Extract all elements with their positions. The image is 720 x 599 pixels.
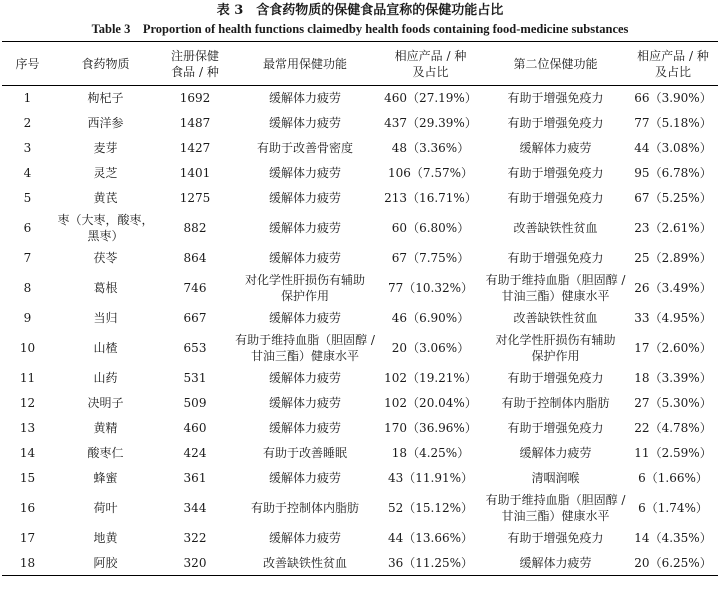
cell-second-function: 有助于维持血脂（胆固醇 / 甘油三酯）健康水平 [485,493,626,523]
cell-second-products: 44（3.08%） [634,141,712,155]
cell-second-function: 有助于增强免疫力 [507,371,604,385]
table-row [2,416,718,441]
cell-registered-count: 1487 [179,116,211,130]
cell-top-products: 460（27.19%） [384,91,477,106]
table-row [2,186,718,211]
cell-top-products: 60（6.80%） [391,221,470,235]
header-registered-count: 注册保健 食品 / 种 [158,42,232,86]
table-row [2,331,718,366]
cell-index: 5 [23,191,32,205]
table-row [2,466,718,491]
cell-top-function: 有助于控制体内脂肪 [250,501,359,515]
cell-top-function: 改善缺铁性贫血 [232,551,378,576]
cell-second-products: 95（6.78%） [634,166,712,180]
health-function-table [2,41,718,576]
cell-registered-count: 531 [183,371,207,385]
cell-substance: 枣（大枣，酸枣， 黑枣） [57,213,154,243]
table-row [2,366,718,391]
cell-second-products: 11（2.59%） [634,446,712,460]
cell-substance: 枸杞子 [87,91,124,106]
cell-top-products: 77（10.32%） [387,281,474,295]
cell-second-products: 6（1.74%） [638,501,708,515]
cell-second-function: 有助于控制体内脂肪 [501,396,610,410]
table-caption-chinese: 表 3 含食药物质的保健食品宣称的保健功能占比 [216,3,504,18]
cell-top-function: 对化学性肝损伤有辅助 保护作用 [244,273,365,303]
cell-top-products: 43（11.91%） [387,471,474,485]
cell-second-function: 有助于增强免疫力 [507,531,604,545]
cell-registered-count: 653 [183,341,207,355]
cell-second-function: 缓解体力疲劳 [519,446,592,460]
cell-second-function: 改善缺铁性贫血 [513,221,598,235]
cell-registered-count: 361 [183,471,207,485]
cell-second-products: 17（2.60%） [634,341,712,355]
table-row [2,86,718,111]
cell-registered-count: 344 [183,501,207,515]
cell-top-function: 缓解体力疲劳 [268,221,341,235]
cell-index: 15 [19,471,36,485]
table-row [2,246,718,271]
cell-substance: 葛根 [93,281,118,295]
cell-second-products: 26（3.49%） [634,281,712,295]
cell-registered-count: 460 [183,421,207,435]
cell-index: 12 [19,396,36,410]
cell-second-products: 18（3.39%） [634,371,712,385]
cell-index: 10 [19,341,36,355]
cell-index: 16 [19,501,36,515]
cell-top-function: 缓解体力疲劳 [268,531,341,545]
cell-substance: 酸枣仁 [87,446,124,460]
cell-top-function: 缓解体力疲劳 [268,91,341,106]
cell-substance: 西洋参 [87,116,124,130]
cell-top-products: 18（4.25%） [391,446,470,460]
cell-top-products: 46（6.90%） [391,311,470,325]
table-row [2,491,718,526]
cell-top-function: 缓解体力疲劳 [268,311,341,325]
cell-index: 18 [2,551,53,576]
cell-second-function: 有助于增强免疫力 [507,166,604,180]
header-index: 序号 [2,42,53,86]
cell-top-function: 有助于改善骨密度 [256,141,353,155]
cell-registered-count: 1692 [179,91,211,106]
cell-second-products: 23（2.61%） [634,221,712,235]
cell-second-products: 33（4.95%） [634,311,712,325]
cell-second-products: 66（3.90%） [634,91,712,106]
table-row [2,136,718,161]
cell-top-products: 20（3.06%） [391,341,470,355]
cell-second-function: 有助于增强免疫力 [507,91,604,106]
cell-top-products: 106（7.57%） [387,166,474,180]
table-row [2,551,718,576]
cell-substance: 茯苓 [93,251,118,265]
header-second-products: 相应产品 / 种 及占比 [628,42,718,86]
cell-top-products: 48（3.36%） [391,141,470,155]
cell-top-products: 52（15.12%） [387,501,474,515]
table-row [2,271,718,306]
cell-index: 2 [23,116,32,130]
cell-second-products: 67（5.25%） [634,191,712,205]
cell-substance: 当归 [93,311,118,325]
cell-second-function: 有助于增强免疫力 [507,116,604,130]
cell-index: 6 [23,221,32,235]
cell-registered-count: 424 [183,446,207,460]
header-substance: 食药物质 [53,42,158,86]
cell-top-products: 67（7.75%） [391,251,470,265]
cell-substance: 麦芽 [93,141,118,155]
cell-substance: 山楂 [93,341,118,355]
cell-registered-count: 882 [183,221,207,235]
cell-substance: 决明子 [87,396,124,410]
cell-registered-count: 322 [183,531,207,545]
cell-second-products: 6（1.66%） [638,471,708,485]
cell-second-function: 清咽润喉 [531,471,580,485]
cell-top-function: 缓解体力疲劳 [268,191,341,205]
cell-index: 3 [23,141,32,155]
cell-index: 1 [23,91,32,106]
cell-substance: 山药 [93,371,118,385]
cell-second-products: 77（5.18%） [634,116,712,130]
cell-top-products: 170（36.96%） [384,421,477,435]
cell-top-products: 213（16.71%） [384,191,477,205]
cell-index: 11 [19,371,36,385]
cell-registered-count: 746 [183,281,207,295]
cell-index: 14 [19,446,36,460]
table-header-row [2,42,718,86]
table-row [2,391,718,416]
cell-substance: 灵芝 [93,166,118,180]
cell-registered-count: 864 [183,251,207,265]
cell-substance: 黄精 [93,421,118,435]
cell-second-products: 27（5.30%） [634,396,712,410]
cell-second-function: 有助于维持血脂（胆固醇 / 甘油三酯）健康水平 [485,273,626,303]
cell-registered-count: 1427 [179,141,211,155]
cell-second-function: 改善缺铁性贫血 [513,311,598,325]
cell-second-products: 22（4.78%） [634,421,712,435]
table-row [2,111,718,136]
table-row [2,161,718,186]
header-top-function: 最常用保健功能 [232,42,378,86]
cell-registered-count: 1401 [179,166,211,180]
table-caption-english: Table 3 Proportion of health functions claimedby health foods containing food-medicine substances [91,22,629,36]
cell-index: 9 [23,311,32,325]
cell-top-function: 有助于改善睡眠 [262,446,347,460]
cell-substance: 荷叶 [93,501,118,515]
cell-second-function: 有助于增强免疫力 [507,251,604,265]
cell-index: 7 [23,251,32,265]
cell-index: 13 [19,421,36,435]
cell-second-products: 14（4.35%） [634,531,712,545]
cell-second-function: 有助于增强免疫力 [507,421,604,435]
cell-top-function: 缓解体力疲劳 [268,116,341,130]
cell-top-products: 36（11.25%） [378,551,483,576]
cell-second-function: 缓解体力疲劳 [483,551,628,576]
cell-top-function: 有助于维持血脂（胆固醇 / 甘油三酯）健康水平 [235,333,375,363]
cell-top-products: 437（29.39%） [384,116,477,130]
cell-substance: 黄芪 [93,191,118,205]
header-second-function: 第二位保健功能 [483,42,628,86]
cell-top-function: 缓解体力疲劳 [268,166,341,180]
cell-index: 17 [19,531,36,545]
cell-second-function: 缓解体力疲劳 [519,141,592,155]
cell-second-function: 有助于增强免疫力 [507,191,604,205]
table-row [2,211,718,246]
cell-registered-count: 667 [183,311,207,325]
cell-index: 8 [23,281,32,295]
cell-top-function: 缓解体力疲劳 [268,251,341,265]
cell-top-function: 缓解体力疲劳 [268,371,341,385]
cell-index: 4 [23,166,32,180]
cell-top-function: 缓解体力疲劳 [268,471,341,485]
cell-top-products: 44（13.66%） [387,531,474,545]
cell-substance: 蜂蜜 [93,471,118,485]
cell-second-products: 20（6.25%） [628,551,718,576]
table-row [2,526,718,551]
cell-top-products: 102（19.21%） [384,371,477,385]
table-row [2,441,718,466]
cell-substance: 阿胶 [53,551,158,576]
cell-registered-count: 1275 [179,191,211,205]
cell-registered-count: 509 [183,396,207,410]
cell-top-products: 102（20.04%） [384,396,477,410]
header-top-products: 相应产品 / 种 及占比 [378,42,483,86]
cell-top-function: 缓解体力疲劳 [268,396,341,410]
table-row [2,306,718,331]
cell-second-products: 25（2.89%） [634,251,712,265]
cell-substance: 地黄 [93,531,118,545]
cell-top-function: 缓解体力疲劳 [268,421,341,435]
cell-registered-count: 320 [158,551,232,576]
cell-second-function: 对化学性肝损伤有辅助 保护作用 [495,333,616,363]
